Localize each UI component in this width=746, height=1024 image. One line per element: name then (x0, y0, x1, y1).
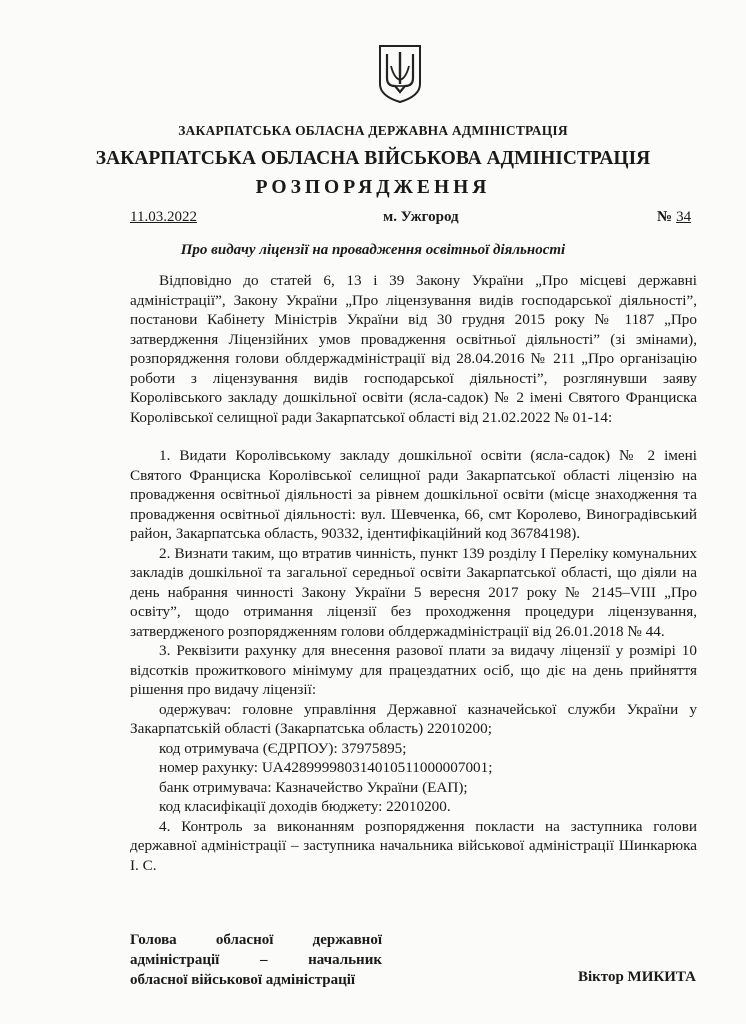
signatory-name: Віктор МИКИТА (577, 969, 696, 985)
org-name-military-administration: ЗАКАРПАТСЬКА ОБЛАСНА ВІЙСЬКОВА АДМІНІСТРАЦІЯ (95, 148, 651, 169)
income-code-line: код класифікації доходів бюджету: 22010200. (159, 798, 451, 815)
signatory-position-line-3: обласної військової адміністрації (130, 972, 356, 988)
recipient-code-line: код отримувача (ЄДРПОУ): 37975895; (159, 739, 407, 757)
document-type-title: РОЗПОРЯДЖЕННЯ (255, 177, 491, 198)
item-4-paragraph: 4. Контроль за виконанням розпорядження покласти на заступника голови державної адміністрації – заступника начальника військової адміністрації Шинкарюка І. С. (130, 817, 697, 874)
document-body (130, 271, 697, 875)
document-city: м. Ужгород (383, 209, 459, 225)
document-number-value: 34 (676, 209, 692, 225)
item-3-paragraph: 3. Реквізити рахунку для внесення разової плати за видачу ліцензії у розмірі 10 відсотків прожиткового мінімуму для працездатних осіб, що діє на день прийняття рішення про видачу ліцензії: (130, 642, 697, 698)
item-2-paragraph: 2. Визнати таким, що втратив чинність, пункт 139 розділу І Переліку комунальних закладів дошкільної та загальної середньої освіти Закарпатської області, що діяли на день набрання чинності Закону України 5 вересня 2017 року № 2145–VIII „Про освіту”, щодо отримання ліцензії без проходження процедури ліцензування, затвердженого розпорядженням голови облдержадміністрації від 26.01.2018 № 44. (130, 544, 697, 640)
recipient-line: одержувач: головне управління Державної казначейської служби України у Закарпатській області (Закарпатська область) 22010200; (130, 700, 697, 737)
org-name-state-administration: ЗАКАРПАТСЬКА ОБЛАСНА ДЕРЖАВНА АДМІНІСТРАЦІЯ (178, 123, 568, 138)
document-number-label: № (657, 209, 673, 225)
document-date: 11.03.2022 (130, 209, 197, 225)
signatory-position (130, 930, 382, 990)
bank-line: банк отримувача: Казначейство України (ЕАП); (159, 778, 468, 796)
document-subject: Про видачу ліцензії на провадження освітньої діяльності (180, 242, 566, 258)
document-number (657, 209, 691, 226)
preamble-paragraph: Відповідно до статей 6, 13 і 39 Закону України „Про місцеві державні адміністрації”, Закону України „Про ліцензування видів господарської діяльності”, постанови Кабінету Міністрів України від 30 грудня 2015 року № 1187 „Про затвердження Ліцензійних умов провадження освітньої діяльності” (зі змінами), розпорядження голови облдержадміністрації від 28.04.2016 № 211 „Про організацію роботи з ліцензування видів господарської діяльності”, розглянувши заяву Королівського закладу дошкільної освіти (ясла-садок) № 2 імені Святого Франциска Королівської селищної ради Закарпатської області від 21.02.2022 № 01-14: (130, 272, 697, 426)
item-1-paragraph: 1. Видати Королівському закладу дошкільної освіти (ясла-садок) № 2 імені Святого Франциска Королівської селищної ради Закарпатської області ліцензію на провадження освітньої діяльності за рівнем дошкільної освіти (місце знаходження та провадження освітньої діяльності: вул. Шевченка, 66, смт Королево, Виноградівський район, Закарпатська область, 90332, ідентифікаційний код 36784198). (130, 447, 697, 542)
signatory-position-line-2: адміністрації – начальник (130, 952, 382, 968)
account-line: номер рахунку: UA428999980314010511000007001; (159, 759, 493, 776)
trident-emblem-icon (378, 44, 422, 104)
signatory-position-line-1: Голова обласної державної (130, 932, 382, 948)
